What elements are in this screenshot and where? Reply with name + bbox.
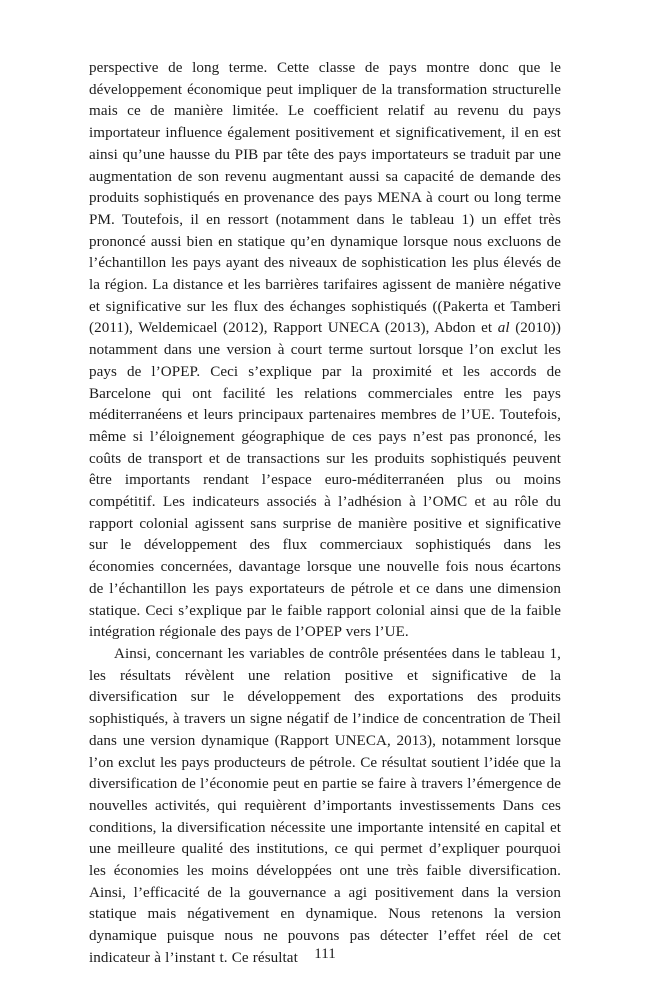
page-number: 111 xyxy=(314,946,336,962)
body-text-block xyxy=(89,58,561,970)
paragraph-2: Ainsi, concernant les variables de contrôle présentées dans le tableau 1, les résultats révèlent une relation positive et significative de la diversification sur le développement des exportations des produits sophistiqués, à travers un signe négatif de l’indice de concentration de Theil dans une version dynamique (Rapport UNECA, 2013), notamment lorsque l’on exclut les pays producteurs de pétrole. Ce résultat soutient l’idée que la diversification de l’économie peut en partie se faire à travers l’émergence de nouvelles activités, qui requièrent d’importants investissements Dans ces conditions, la diversification nécessite une importante intensité en capital et une meilleure qualité des institutions, ce qui permet d’expliquer pourquoi les économies les moins développées ont une très faible diversification. Ainsi, l’efficacité de la gouvernance a agi positivement dans la version statique mais négativement en dynamique. Nous retenons la version dynamique puisque nous ne pouvons pas détecter l’effet réel de cet indicateur à l’instant t. Ce résultat xyxy=(89,645,561,966)
paragraph-1: perspective de long terme. Cette classe de pays montre donc que le développement économique peut impliquer de la transformation structurelle mais ce de manière limitée. Le coefficient relatif au revenu du pays importateur influence également positivement et significativement, il en est ainsi qu’une hausse du PIB par tête des pays importateurs se traduit par une augmentation de son revenu augmentant aussi sa capacité de demande des produits sophistiqués en provenance des pays MENA à court ou long terme PM. Toutefois, il en ressort (notamment dans le tableau 1) un effet très prononcé aussi bien en statique qu’en dynamique lorsque nous excluons de l’échantillon les pays ayant des niveaux de sophistication les plus élevés de la région. La distance et les barrières tarifaires agissent de manière négative et significative sur les flux des échanges sophistiqués ((Pakerta et Tamberi (2011), Weldemicael (2012), Rapport UNECA (2013), Abdon et al (2010)) notamment dans une version à court terme surtout lorsque l’on exclut les pays de l’OPEP. Ceci s’explique par la proximité et les accords de Barcelone qui ont facilité les relations commerciales entre les pays méditerranéens et leurs principaux partenaires membres de l’UE. Toutefois, même si l’éloignement géographique de ces pays n’est pas prononcé, les coûts de transport et de transactions sur les produits sophistiqués peuvent être importants rendant l’espace euro-méditerranéen plus ou moins compétitif. Les indicateurs associés à l’adhésion à l’OMC et au rôle du rapport colonial agissent sans surprise de manière positive et significative sur le développement des flux commerciaux sophistiqués dans les économies concernées, davantage lorsque une nouvelle fois nous écartons de l’échantillon les pays exportateurs de pétrole et ce dans une dimension statique. Ceci s’explique par le faible rapport colonial ainsi que de la faible intégration régionale des pays de l’OPEP vers l’UE. xyxy=(89,60,561,641)
italic-text: al xyxy=(497,320,510,337)
